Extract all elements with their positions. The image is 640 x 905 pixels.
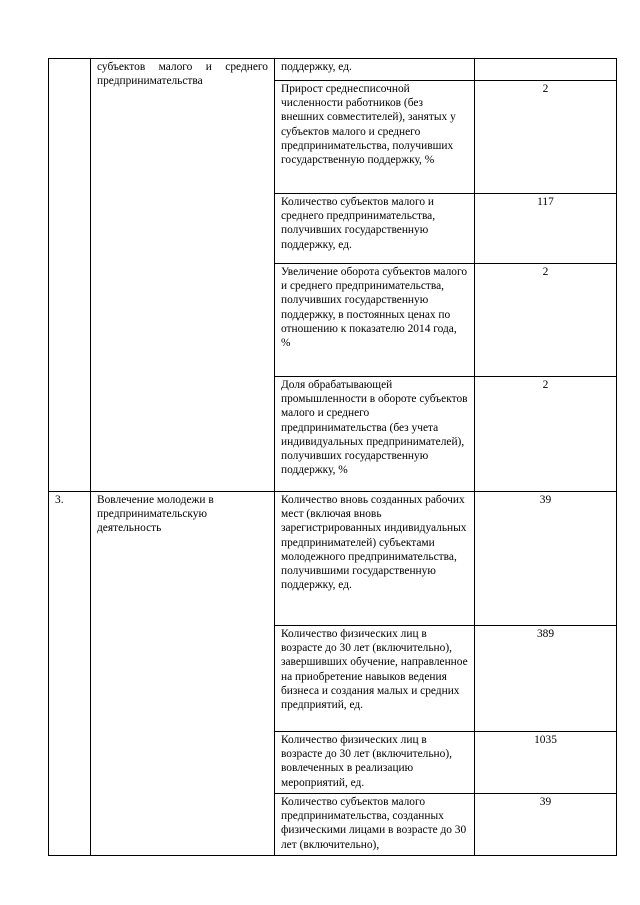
value-cell: 39 [475,794,617,856]
table-row [49,59,617,81]
program-cell: субъектов малого и среднего предпринимательства [91,59,275,492]
indicator-cell: Количество субъектов малого и среднего предпринимательства, получивших государственную поддержку, ед. [275,194,475,264]
value-cell: 389 [475,626,617,732]
value-cell: 39 [475,492,617,626]
program-cell: Вовлечение молодежи в предпринимательскую деятельность [91,492,275,856]
table-row [49,492,617,626]
indicator-cell: Количество субъектов малого предпринимательства, созданных физическими лицами в возрасте до 30 лет (включительно), [275,794,475,856]
indicator-cell: Прирост среднесписочной численности работников (без внешних совместителей), занятых у субъектов малого и среднего предпринимательства, получивших государственную поддержку, % [275,81,475,194]
row-number-cell: 3. [49,492,91,856]
indicators-table [48,58,617,856]
indicator-cell: поддержку, ед. [275,59,475,81]
indicator-cell: Количество физических лиц в возрасте до 30 лет (включительно), завершивших обучение, направленное на приобретение навыков ведения бизнеса и создания малых и средних предприятий, ед. [275,626,475,732]
value-cell [475,59,617,81]
value-cell: 2 [475,377,617,492]
indicator-cell: Количество физических лиц в возрасте до 30 лет (включительно), вовлеченных в реализацию мероприятий, ед. [275,732,475,794]
value-cell: 1035 [475,732,617,794]
indicator-cell: Увеличение оборота субъектов малого и среднего предпринимательства, получивших государственную поддержку, в постоянных ценах по отношению к показателю 2014 года, % [275,264,475,377]
indicator-cell: Количество вновь созданных рабочих мест (включая вновь зарегистрированных индивидуальных предпринимателей) субъектами молодежного предпринимательства, получившими государственную поддержку, ед. [275,492,475,626]
value-cell: 2 [475,81,617,194]
indicator-cell: Доля обрабатывающей промышленности в обороте субъектов малого и среднего предпринимательства (без учета индивидуальных предпринимателей), получивших государственную поддержку, % [275,377,475,492]
row-number-cell [49,59,91,492]
value-cell: 2 [475,264,617,377]
value-cell: 117 [475,194,617,264]
